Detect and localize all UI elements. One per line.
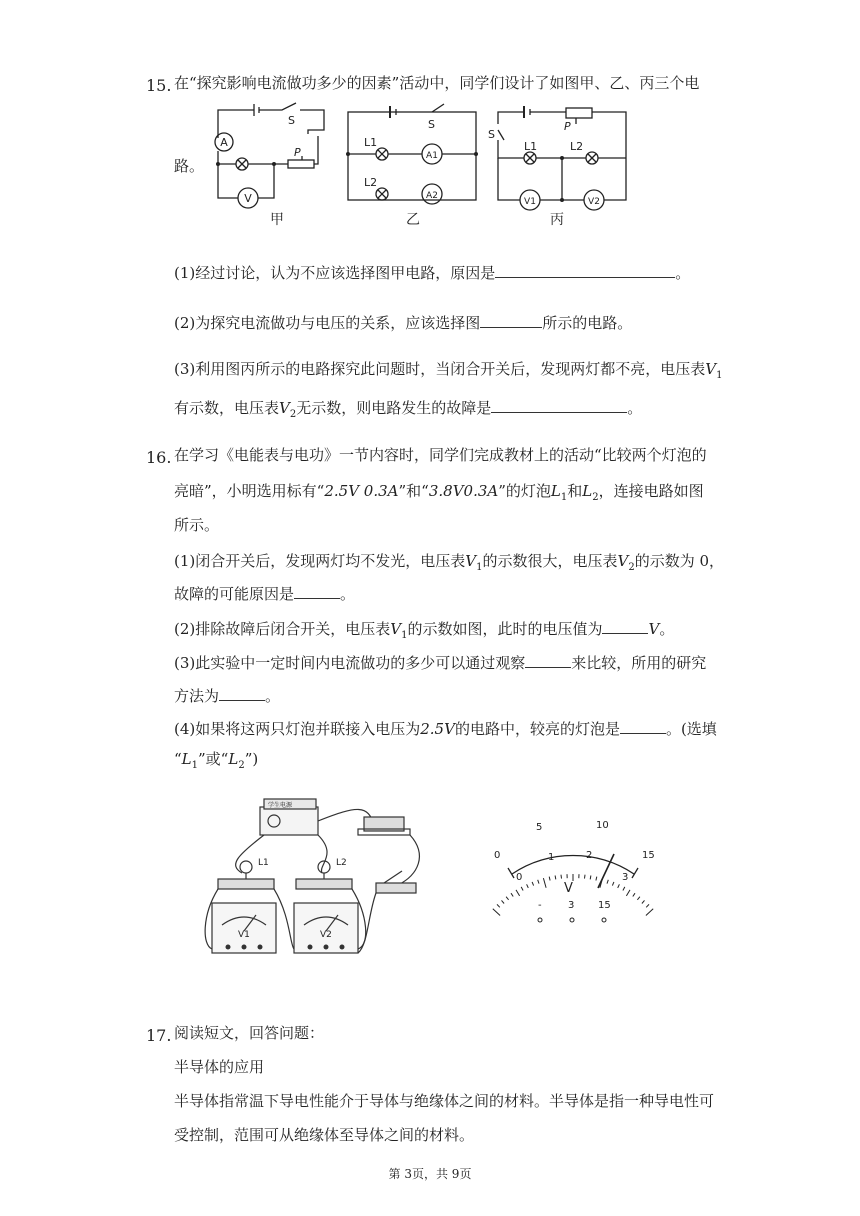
- text: ，连接电路如图: [598, 482, 704, 500]
- dial-tick: [532, 882, 534, 886]
- sub-question: [174, 719, 717, 737]
- lamp-label: L1: [364, 136, 378, 149]
- text: 亮暗”，小明选用标有“: [174, 482, 325, 500]
- symbol: L: [550, 482, 561, 500]
- unit-label: V: [564, 881, 573, 896]
- lamp-label: L2: [364, 176, 378, 189]
- spec: 2.5V 0.3A: [324, 482, 399, 500]
- terminal: [602, 918, 606, 922]
- lamp-label: L1: [524, 140, 538, 153]
- outer-scale-label: 15: [642, 850, 655, 861]
- outer-scale-label: 10: [596, 820, 609, 831]
- sub-question: [174, 362, 722, 381]
- symbol: V: [705, 360, 717, 378]
- dial-tick: [607, 880, 608, 884]
- symbol: V: [617, 552, 629, 570]
- question-number: 17.: [146, 1026, 172, 1045]
- punct: 。: [659, 620, 675, 638]
- text: ”或“: [198, 750, 229, 768]
- question-text: 所示。: [174, 516, 220, 534]
- power-supply-label: 学生电源: [268, 802, 293, 809]
- outer-scale-label: 5: [536, 822, 543, 833]
- answer-blank[interactable]: [602, 619, 648, 634]
- spec: 3.8V0.3A: [428, 482, 499, 500]
- text: (1)闭合开关后，发现两灯均不发光，电压表: [174, 552, 466, 570]
- punct: 。: [675, 264, 691, 282]
- circuit-photo: [198, 795, 448, 975]
- dial-tick: [596, 877, 597, 881]
- lamp-label: L2: [570, 140, 584, 153]
- symbol-sub: 1: [191, 760, 199, 771]
- inner-scale-label: 0: [516, 872, 523, 883]
- ammeter-label: A2: [426, 191, 438, 201]
- dial-tick: [555, 876, 556, 880]
- terminal: [538, 918, 542, 922]
- dial-tick: [590, 876, 591, 880]
- sub-question: [174, 554, 724, 573]
- symbol: L: [582, 482, 593, 500]
- symbol-sub: 1: [560, 492, 568, 503]
- sub-question: [174, 313, 632, 331]
- sub-question-text: (2)为探究电流做功与电压的关系，应该选择图: [174, 314, 481, 332]
- dial-tick: [646, 909, 653, 916]
- sub-question: [174, 584, 355, 602]
- voltmeter-label: V1: [524, 197, 536, 207]
- ammeter-label: A: [220, 136, 228, 149]
- figure-label-jia: 甲: [270, 212, 284, 228]
- lamp-label: L2: [336, 858, 347, 868]
- answer-blank[interactable]: [525, 653, 571, 668]
- punct: 。: [265, 687, 281, 705]
- voltmeter-label: V: [244, 192, 252, 205]
- voltmeter-label: V1: [238, 930, 250, 940]
- dial-tick: [561, 875, 562, 879]
- unit: V: [648, 620, 660, 638]
- circuit-diagrams: [206, 100, 636, 230]
- text: ”的灯泡: [498, 482, 551, 500]
- slider-label: P: [564, 120, 571, 133]
- sub-question: [174, 686, 280, 704]
- dial-tick: [612, 882, 614, 886]
- symbol-sub: 1: [716, 370, 723, 381]
- terminal-label: 3: [568, 900, 575, 911]
- symbol: L: [181, 750, 192, 768]
- text: 和: [567, 482, 583, 500]
- text: 故障的可能原因是: [174, 585, 295, 603]
- ammeter-label: A1: [426, 151, 438, 161]
- inner-scale-label: 3: [622, 872, 629, 883]
- text: (2)排除故障后闭合开关，电压表: [174, 620, 391, 638]
- dial-tick: [642, 900, 645, 903]
- terminal: [570, 918, 574, 922]
- sub-question-text: (1)经过讨论，认为不应该选择图甲电路，原因是: [174, 264, 496, 282]
- question-text: 路。: [174, 157, 205, 175]
- dial-tick: [511, 893, 513, 896]
- figure-label-bing: 丙: [550, 212, 564, 228]
- text: 的示数为 0，: [634, 552, 725, 570]
- dial-tick: [516, 890, 520, 896]
- text: ”和“: [398, 482, 429, 500]
- sub-question: [174, 653, 706, 671]
- question-text: 阅读短文，回答问题：: [174, 1024, 325, 1042]
- symbol: L: [228, 750, 239, 768]
- symbol-sub: 2: [592, 492, 599, 503]
- dial-tick: [543, 878, 546, 888]
- slider-label: P: [294, 146, 301, 159]
- dial-tick: [618, 884, 620, 888]
- voltmeter-label: V2: [320, 930, 332, 940]
- symbol: V: [279, 399, 290, 417]
- text: ”): [244, 750, 259, 768]
- sub-question-text: 无示数，则电路发生的故障是: [296, 399, 492, 417]
- symbol-sub: 1: [401, 630, 408, 641]
- dial-tick: [637, 897, 640, 900]
- question-text: 在学习《电能表与电功》一节内容时，同学们完成教材上的活动“比较两个灯泡的: [174, 446, 707, 464]
- text: 。(选填: [665, 720, 717, 738]
- dial-tick: [521, 887, 523, 891]
- dial-tick: [626, 890, 630, 896]
- figure-label-yi: 乙: [406, 212, 420, 228]
- terminal-label: 15: [598, 900, 611, 911]
- punct: 。: [627, 399, 643, 417]
- answer-blank[interactable]: [219, 686, 265, 701]
- answer-blank[interactable]: [480, 313, 542, 328]
- symbol-sub: 2: [238, 760, 245, 771]
- spec: 2.5V: [420, 720, 455, 738]
- dial-tick: [497, 904, 500, 907]
- answer-blank[interactable]: [491, 398, 627, 413]
- dial-tick: [633, 893, 635, 896]
- sub-question-text: 有示数，电压表: [174, 399, 280, 417]
- symbol-sub: 1: [476, 562, 483, 573]
- article-title: 半导体的应用: [174, 1058, 265, 1076]
- lamp-label: L1: [258, 858, 269, 868]
- question-text: [174, 484, 704, 503]
- sub-question: [174, 263, 690, 281]
- text: 的示数如图，此时的电压值为: [407, 620, 603, 638]
- question-number: 16.: [146, 448, 172, 467]
- switch-label: S: [288, 114, 295, 127]
- dial-tick: [506, 897, 509, 900]
- dial-tick: [623, 887, 625, 891]
- dial-tick: [646, 904, 649, 907]
- switch-label: S: [428, 118, 435, 131]
- inner-scale-label: 1: [548, 852, 555, 863]
- text: (3)此实验中一定时间内电流做功的多少可以通过观察: [174, 654, 526, 672]
- switch-label: S: [488, 128, 495, 141]
- article-paragraph: 半导体指常温下导电性能介于导体与绝缘体之间的材料。半导体是指一种导电性可: [174, 1092, 715, 1110]
- dial-tick: [538, 880, 539, 884]
- sub-question: [174, 398, 642, 420]
- inner-scale-label: 2: [586, 850, 593, 861]
- answer-blank[interactable]: [620, 719, 666, 734]
- dial-tick: [549, 877, 550, 881]
- sub-question-text: (3)利用图丙所示的电路探究此问题时，当闭合开关后，发现两灯都不亮，电压表: [174, 360, 706, 378]
- text: “: [174, 750, 182, 768]
- dial-tick: [493, 909, 500, 916]
- dial-tick: [585, 875, 586, 879]
- text: 来比较，所用的研究: [571, 654, 707, 672]
- text: 的示数很大，电压表: [482, 552, 618, 570]
- text: (4)如果将这两只灯泡并联接入电压为: [174, 720, 421, 738]
- terminal-label: -: [538, 900, 542, 911]
- question-number: 15.: [146, 76, 172, 95]
- text: 的电路中，较亮的灯泡是: [454, 720, 620, 738]
- sub-question: [174, 619, 674, 641]
- symbol-sub: 2: [628, 562, 635, 573]
- symbol: V: [390, 620, 402, 638]
- dial-tick: [527, 884, 529, 888]
- symbol: V: [465, 552, 477, 570]
- outer-scale-label: 0: [494, 850, 501, 861]
- voltmeter-label: V2: [588, 197, 600, 207]
- voltmeter-dial: [488, 812, 678, 932]
- article-paragraph: 受控制，范围可从绝缘体至导体之间的材料。: [174, 1126, 475, 1144]
- question-text: 在“探究影响电流做功多少的因素”活动中，同学们设计了如图甲、乙、丙三个电: [174, 74, 700, 92]
- symbol-sub: 2: [289, 409, 297, 420]
- page-footer: 第 3页，共 9页: [388, 1167, 472, 1181]
- sub-question: [174, 752, 258, 771]
- dial-tick: [502, 900, 505, 903]
- text: 方法为: [174, 687, 220, 705]
- sub-question-text: 所示的电路。: [542, 314, 633, 332]
- punct: 。: [340, 585, 356, 603]
- answer-blank[interactable]: [495, 263, 675, 278]
- answer-blank[interactable]: [294, 584, 340, 599]
